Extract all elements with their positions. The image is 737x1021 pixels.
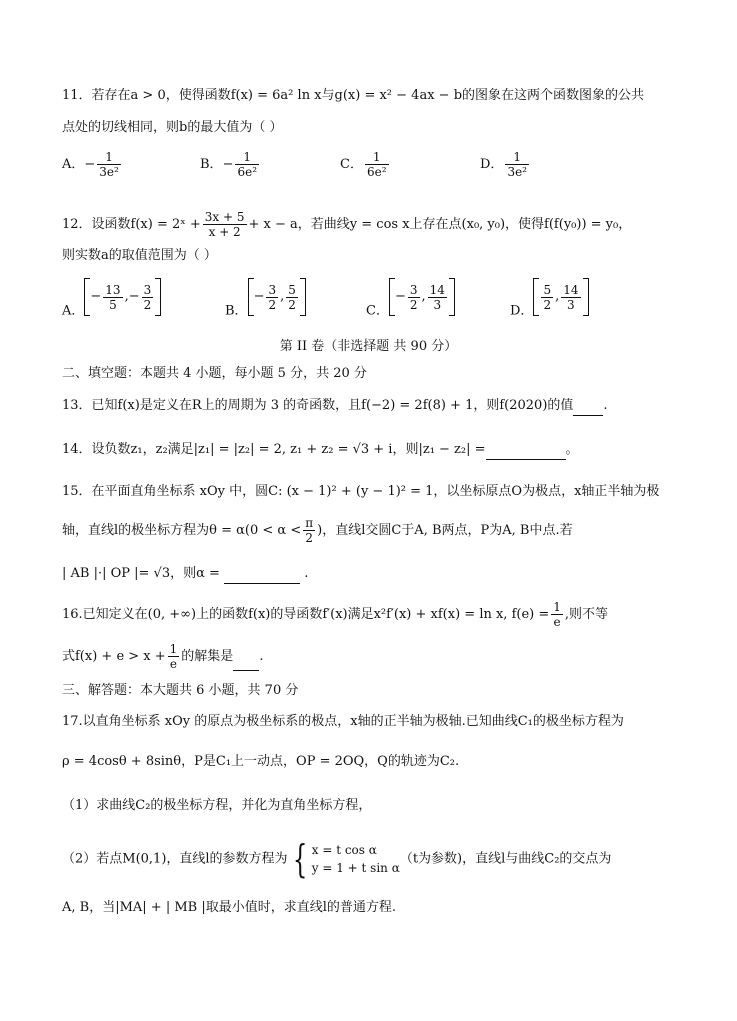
q12-line1: 12．设函数f(x) = 2ˣ + $\frac{3x + 5}{x + 2}$ + x − a，若曲线y = cos x上存在点(x₀, y₀)，使得f(f(y₀)) = y₀， (62, 210, 632, 239)
fraction: $\frac{1}{\text{6e²}}$ (237, 150, 258, 179)
fraction: $\frac{\pi}{2}$ (305, 516, 314, 545)
q17-sub2-line2: A, B，当|MA| + | MB |取最小值时，求直线l的普通方程. (62, 900, 397, 915)
q11-line2: 点处的切线相同，则b的最大值为（ ） (62, 120, 283, 135)
q14-line: 14．设负数z₁，z₂满足|z₁| = |z₂| = 2, z₁ + z₂ = √3 + i，则|z₁ − z₂| = 。 (62, 440, 697, 460)
fraction: $\frac{3x + 5}{x + 2}$ (204, 210, 245, 239)
q11-line1: 11．若存在a > 0，使得函数f(x) = 6a² ln x与g(x) = x² − 4ax − b的图象在这两个函数图象的公共 (62, 88, 645, 103)
q17-sub1: （1）求曲线C₂的极坐标方程，并化为直角坐标方程， (62, 798, 372, 813)
fraction: $\frac{1}{\text{6e²}}$ (366, 150, 387, 179)
q12-option-c: C． − $\frac{3}{2}$ , $\frac{14}{3}$ (366, 278, 455, 322)
fraction: $\frac{1}{e}$ (553, 600, 561, 629)
answer-blank (233, 670, 259, 671)
q17-line1: 17.以直角坐标系 xOy 的原点为极坐标系的极点，x轴的正半轴为极轴.已知曲线C₁的极坐标方程为 (62, 714, 624, 729)
q11-option-b: B．− $\frac{1}{\text{6e²}}$ (200, 150, 258, 179)
q15-line1: 15．在平面直角坐标系 xOy 中，圆C: (x − 1)² + (y − 1)² = 1，以坐标原点O为极点，x轴正半轴为极 (62, 484, 660, 499)
answer-blank (573, 415, 603, 416)
q17-line2: ρ = 4cosθ + 8sinθ，P是C₁上一动点，OP = 2OQ，Q的轨迹为C₂. (62, 754, 460, 769)
q15-line2: 轴，直线l的极坐标方程为θ = α(0 < α < $\frac{\pi}{2}$ )，直线l交圆C于A, B两点，P为A, B中点.若 (62, 516, 573, 545)
equation-system: { x = t cos α y = 1 + t sin α (292, 837, 400, 881)
q13-line: 13．已知f(x)是定义在R上的周期为 3 的奇函数，且f(−2) = 2f(8) + 1，则f(2020)的值 . (62, 396, 697, 416)
q12-option-a: A． − $\frac{13}{5}$ , − $\frac{3}{2}$ (62, 278, 161, 322)
fraction: $\frac{1}{\text{3e²}}$ (99, 150, 119, 179)
answer-blank (224, 583, 300, 584)
part-2-heading: 二、填空题：本题共 4 小题，每小题 5 分，共 20 分 (62, 366, 367, 381)
q17-sub2: （2）若点M(0,1)，直线l的参数方程为 { x = t cos α y = 1 + t sin α （t为参数)，直线l与曲线C₂的交点为 (62, 837, 612, 881)
q11-option-d: D． $\frac{1}{\text{3e²}}$ (480, 150, 527, 179)
q16-line1: 16.已知定义在(0, +∞)上的函数f(x)的导函数f′(x)满足x²f′(x) + xf(x) = ln x, f(e) = $\frac{1}{e}$ ,则不等 (62, 600, 609, 629)
q11-option-c: C． $\frac{1}{\text{6e²}}$ (340, 150, 387, 179)
q12-option-b: B． − $\frac{3}{2}$ , $\frac{5}{2}$ (225, 278, 306, 322)
answer-blank (486, 459, 566, 460)
q12-line2: 则实数a的取值范围为（ ） (62, 248, 217, 263)
section-2-title: 第 II 卷（非选择题 共 90 分） (279, 339, 458, 354)
q16-line2: 式f(x) + e > x + $\frac{1}{e}$ 的解集是 . (62, 642, 264, 671)
q11-option-a: A．− $\frac{1}{\text{3e²}}$ (62, 150, 119, 179)
fraction: $\frac{1}{e}$ (169, 642, 178, 671)
part-3-heading: 三、解答题：本大题共 6 小题，共 70 分 (62, 683, 299, 698)
fraction: $\frac{1}{\text{3e²}}$ (507, 150, 527, 179)
q15-line3: | AB |·| OP |= √3，则α = . (62, 564, 697, 584)
q12-option-d: D． $\frac{5}{2}$ , $\frac{14}{3}$ (510, 278, 589, 322)
